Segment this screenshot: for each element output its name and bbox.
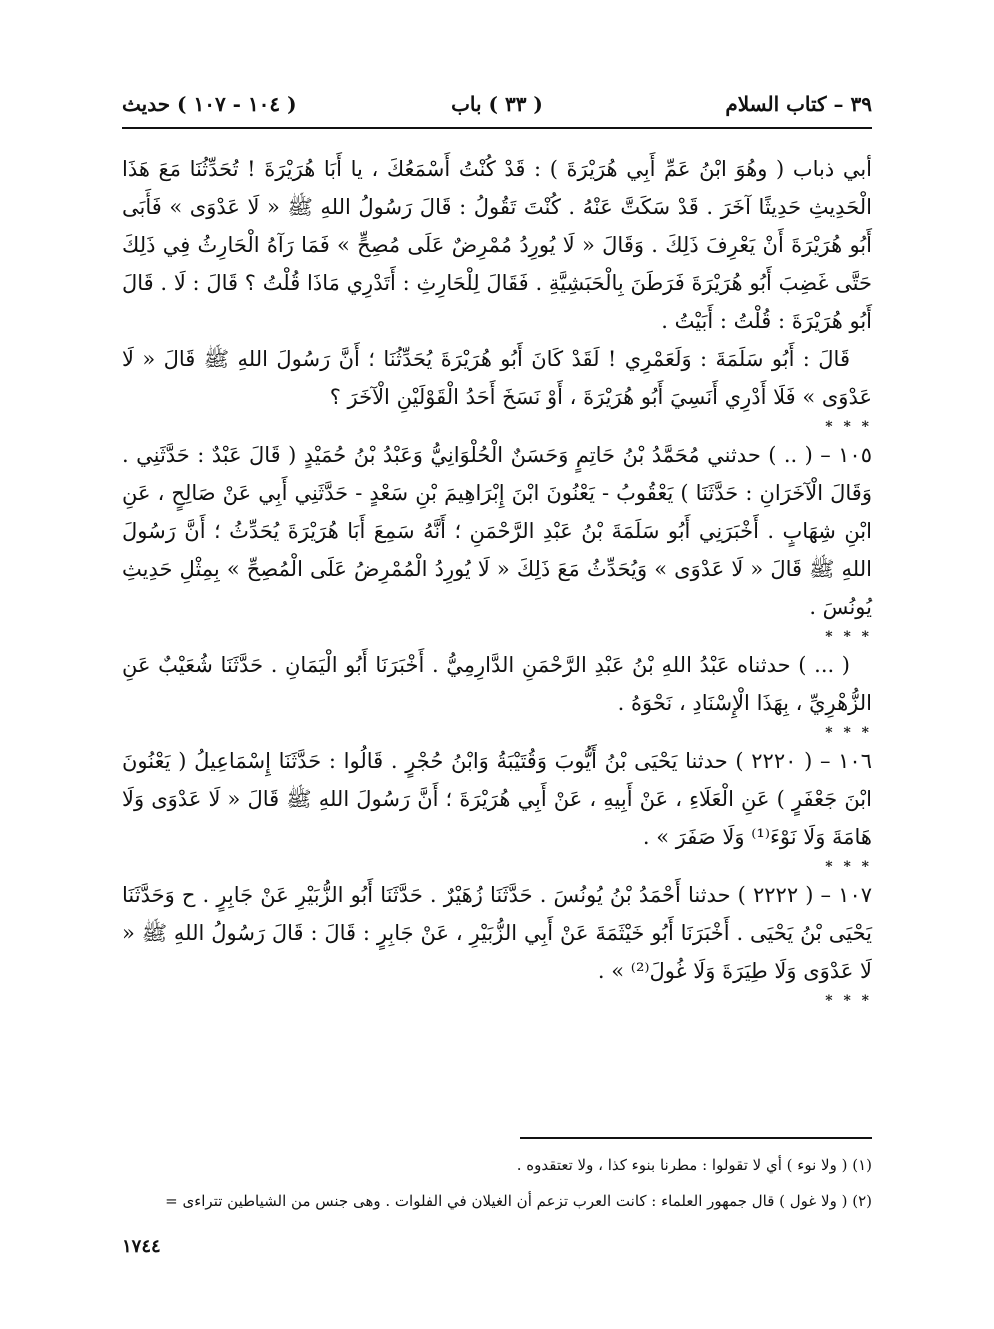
header-hadith-range: ( ١٠٤ - ١٠٧ ) حديث bbox=[122, 92, 297, 116]
header-rule bbox=[122, 127, 872, 129]
hadith-105: ١٠٥ – ( .. ) حدثني مُحَمَّدُ بْنُ حَاتِمٍ وَحَسَنٌ الْحُلْوَانِيُّ وَعَبْدُ بْنُ حُمَيْدٍ ( قَالَ عَبْدٌ : حَدَّثَنِي . وَقَالَ الْآخَرَانِ : حَدَّثَنَا ) يَعْقُوبُ - يَعْنُونَ ابْنَ إِبْرَاهِيمَ بْنِ سَعْدٍ - حَدَّثَنِي أَبِي عَنْ صَالِحٍ ، عَنِ ابْنِ شِهَابٍ . أَخْبَرَنِي أَبُو سَلَمَةَ بْنُ عَبْدِ الرَّحْمَنِ ؛ أَنَّهُ سَمِعَ أَبَا هُرَيْرَةَ يُحَدِّثُ ؛ أَنَّ رَسُولَ اللهِ ﷺ قَالَ « لَا عَدْوَى » وَيُحَدِّثُ مَعَ ذَلِكَ « لَا يُورِدُ الْمُمْرِضُ عَلَى الْمُصِحِّ » بِمِثْلِ حَدِيثِ يُونُسَ . bbox=[122, 443, 872, 619]
footnote-rule bbox=[520, 1137, 872, 1139]
section-separator: * * * bbox=[825, 629, 872, 645]
footnote-1: (١) ( ولا نوء ) أي لا تقولوا : مطرنا بنوء كذا ، ولا تعتقدوه . bbox=[516, 1156, 872, 1174]
main-text bbox=[122, 150, 872, 1010]
section-separator: * * * bbox=[825, 419, 872, 435]
header-chapter: ( ٣٣ ) باب bbox=[451, 92, 543, 116]
paragraph-abu-salama: قَالَ : أَبُو سَلَمَةَ : وَلَعَمْرِي ! لَقَدْ كَانَ أَبُو هُرَيْرَةَ يُحَدِّثُنَا ؛ أَنَّ رَسُولَ اللهِ ﷺ قَالَ « لَا عَدْوَى » فَلَا أَدْرِي أَنَسِيَ أَبُو هُرَيْرَةَ ، أَوْ نَسَخَ أَحَدُ الْقَوْلَيْنِ الْآخَرَ ؟ bbox=[122, 347, 872, 409]
footnote-2: (٢) ( ولا غول ) قال جمهور العلماء : كانت العرب تزعم أن الغيلان في الفلوات . وهى جنس من الشياطين تتراءى = bbox=[165, 1192, 872, 1210]
hadith-105-chain: ( ... ) حدثناه عَبْدُ اللهِ بْنُ عَبْدِ الرَّحْمَنِ الدَّارِمِيُّ . أَخْبَرَنَا أَبُو الْيَمَانِ . حَدَّثَنَا شُعَيْبٌ عَنِ الزُّهْرِيِّ ، بِهَذَا الْإِسْنَادِ ، نَحْوَهُ . bbox=[122, 653, 872, 715]
page-number: ١٧٤٤ bbox=[122, 1236, 161, 1257]
header-book-title: ٣٩ – كتاب السلام bbox=[725, 92, 872, 116]
section-separator: * * * bbox=[825, 725, 872, 741]
paragraph-continuation: أبي ذباب ( وهُوَ ابْنُ عَمِّ أَبِي هُرَيْرَةَ ) : قَدْ كُنْتُ أَسْمَعُكَ ، يا أَبَا هُرَيْرَةَ ! تُحَدِّثُنَا مَعَ هَذَا الْحَدِيثِ حَدِيثًا آخَرَ . قَدْ سَكَتَّ عَنْهُ . كُنْتَ تَقُولُ : قَالَ رَسُولُ اللهِ ﷺ « لَا عَدْوَى » فَأَبَى أَبُو هُرَيْرَةَ أَنْ يَعْرِفَ ذَلِكَ . وَقَالَ « لَا يُورِدُ مُمْرِضٌ عَلَى مُصِحٍّ » فَمَا رَآهُ الْحَارِثُ فِي ذَلِكَ حَتَّى غَضِبَ أَبُو هُرَيْرَةَ فَرَطَنَ بِالْحَبَشِيَّةِ . فَقَالَ لِلْحَارِثِ : أَتَدْرِي مَاذَا قُلْتُ ؟ قَالَ : لَا . قَالَ أَبُو هُرَيْرَةَ : قُلْتُ : أَبَيْتُ . bbox=[122, 157, 872, 333]
hadith-106: ١٠٦ – ( ٢٢٢٠ ) حدثنا يَحْيَى بْنُ أَيُّوبَ وَقُتَيْبَةُ وَابْنُ حُجْرٍ . قَالُوا : حَدَّثَنَا إِسْمَاعِيلُ ( يَعْنُونَ ابْنَ جَعْفَرٍ ) عَنِ الْعَلَاءِ ، عَنْ أَبِيهِ ، عَنْ أَبِي هُرَيْرَةَ ؛ أَنَّ رَسُولَ اللهِ ﷺ قَالَ « لَا عَدْوَى وَلَا هَامَةَ وَلَا نَوْءَ⁽¹⁾ وَلَا صَفَرَ » . bbox=[122, 749, 872, 849]
running-header bbox=[122, 92, 872, 128]
hadith-107: ١٠٧ – ( ٢٢٢٢ ) حدثنا أَحْمَدُ بْنُ يُونُسَ . حَدَّثَنَا زُهَيْرٌ . حَدَّثَنَا أَبُو الزُّبَيْرِ عَنْ جَابِرٍ . ح وَحَدَّثَنَا يَحْيَى بْنُ يَحْيَى . أَخْبَرَنَا أَبُو خَيْثَمَةَ عَنْ أَبِي الزُّبَيْرِ ، عَنْ جَابِرٍ : قَالَ : قَالَ رَسُولُ اللهِ ﷺ « لَا عَدْوَى وَلَا طِيَرَةَ وَلَا غُولَ⁽²⁾ » . bbox=[122, 883, 873, 983]
section-separator: * * * bbox=[825, 859, 872, 875]
section-separator: * * * bbox=[825, 993, 872, 1009]
footnotes bbox=[122, 1147, 872, 1219]
